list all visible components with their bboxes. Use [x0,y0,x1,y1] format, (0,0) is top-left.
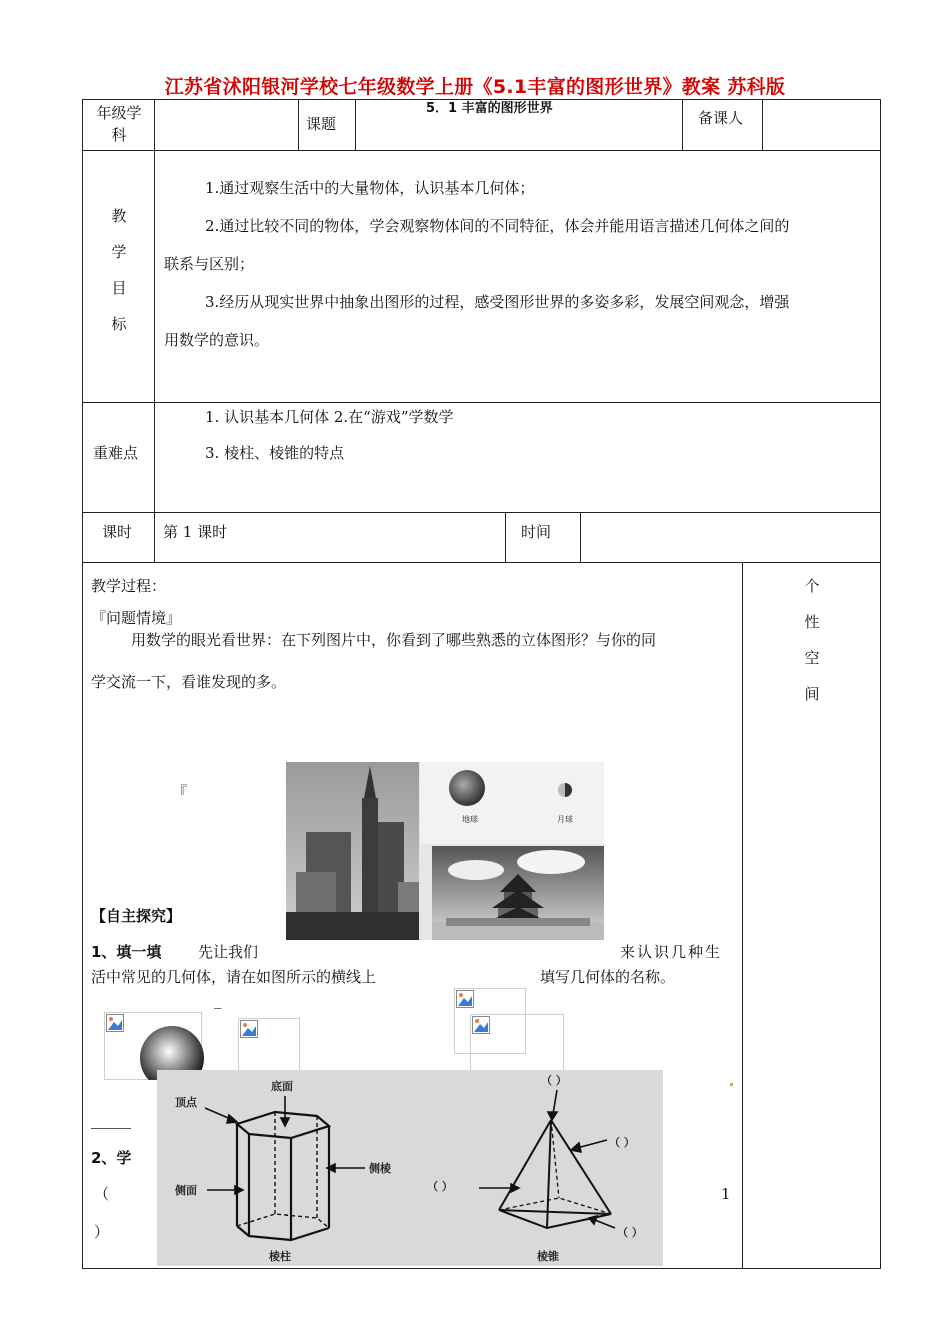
document-title: 江苏省沭阳银河学校七年级数学上册《5.1丰富的图形世界》教案 苏科版 [164,76,786,98]
prism-pyramid-figure [157,1070,663,1266]
lateral-face-label: 侧面 [175,1184,197,1197]
prism-label: 棱柱 [269,1250,291,1263]
paren-open: （ [94,1185,110,1203]
pyramid-blank-top: （ ） [541,1074,567,1087]
learn-label: 2、学 [91,1149,132,1167]
objective-2: 2.通过比较不同的物体，学会观察物体间的不同特征，体会并能用语言描述几何体之间的 [205,217,790,235]
broken-image-icon [472,1016,490,1034]
pyramid-shape [499,1120,611,1228]
fill-in-line-2-right: 填写几何体的名称。 [540,968,676,986]
self-explore-heading: 【自主探究】 [91,907,182,925]
key-points-label: 重难点 [93,444,139,462]
short-rule [91,1128,131,1129]
lateral-edge-label: 侧棱 [369,1162,391,1175]
pyramid-blank-right: （ ） [609,1136,635,1149]
earth-label: 地球 [462,815,478,824]
broken-image-icon [456,990,474,1008]
intro-line-2: 学交流一下，看谁发现的多。 [91,673,287,691]
photo-collage-drawing [286,762,604,940]
vertex-label: 顶点 [175,1096,197,1109]
problem-situation-heading: 『问题情境』 [91,609,182,627]
paren-close: ） [94,1223,110,1241]
lesson-topic-value: 5．1 丰富的图形世界 [426,101,553,116]
page-number: 1 [721,1185,731,1203]
bracket-mark: 『 [172,783,188,801]
base-face-label: 底面 [271,1080,293,1093]
underscore-mark: _ [214,991,222,1009]
objective-3: 3.经历从现实世界中抽象出图形的过程，感受图形世界的多姿多彩，发展空间观念，增强 [205,293,790,311]
grade-subject-label: 年级学科 [96,104,142,144]
dot-mark [730,1083,733,1086]
pyramid-blank-bottom: （ ） [617,1226,643,1239]
pyramid-blank-left: （ ） [427,1180,453,1193]
time-label: 时间 [521,523,552,541]
lesson-topic-label: 课题 [306,115,337,133]
moon-label: 月球 [557,815,573,824]
key-point-line-2: 3. 棱柱、棱锥的特点 [205,444,345,462]
photo-collage [286,762,604,940]
fill-in-text-left: 先让我们 [198,943,259,961]
objective-2-cont: 联系与区别； [164,255,255,273]
prism-shape [237,1112,329,1240]
broken-image-icon [106,1014,124,1032]
period-label: 课时 [102,523,133,541]
objective-3-cont: 用数学的意识。 [164,331,270,349]
fill-in-label: 1、填一填 [91,943,162,961]
broken-image-icon [240,1020,258,1038]
key-point-line-1: 1. 认识基本几何体 2.在“游戏”学数学 [205,408,454,426]
intro-line-1: 用数学的眼光看世界：在下列图片中，你看到了哪些熟悉的立体图形？与你的同 [131,631,657,649]
pyramid-label: 棱锥 [537,1250,559,1263]
fill-in-text-right: 来认识几种生 [620,943,723,961]
process-heading: 教学过程： [91,577,167,595]
period-value: 第 1 课时 [163,523,228,541]
objective-1: 1.通过观察生活中的大量物体，认识基本几何体； [205,179,535,197]
preparer-label: 备课人 [698,109,744,127]
fill-in-line-2-left: 活中常见的几何体，请在如图所示的横线上 [91,968,377,986]
